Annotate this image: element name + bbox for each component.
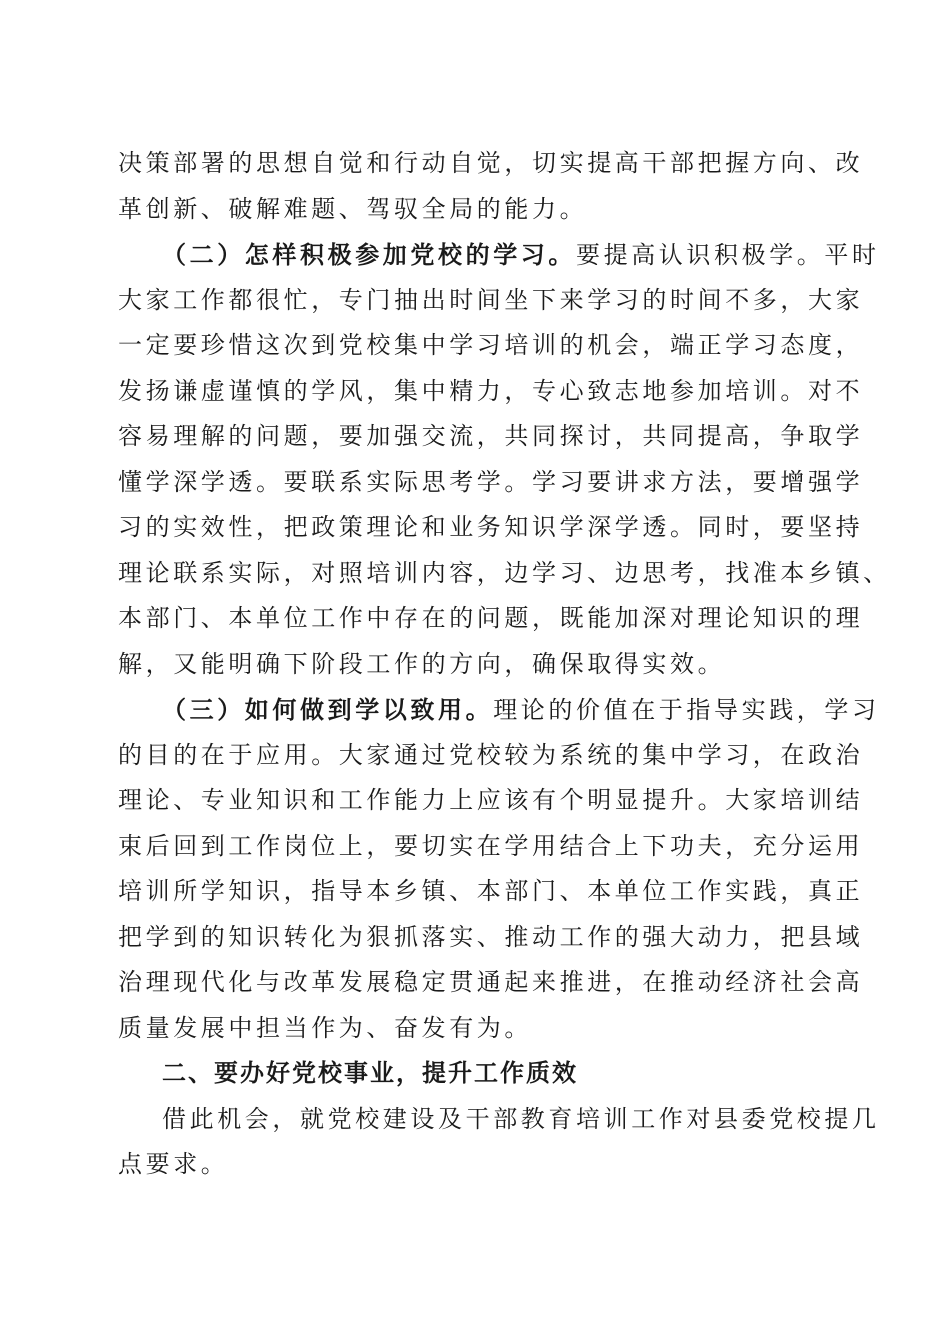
text-line: 借此机会，就党校建设及干部教育培训工作对县委党校提几 xyxy=(162,1104,880,1133)
subsection-heading: （三）如何做到学以致用。 xyxy=(162,695,494,724)
text-line: 理论联系实际，对照培训内容，边学习、边思考，找准本乡镇、 xyxy=(118,558,891,587)
text-line: 发扬谦虚谨慎的学风，集中精力，专心致志地参加培训。对不 xyxy=(118,376,864,405)
text-line: 质量发展中担当作为、奋发有为。 xyxy=(118,1013,532,1042)
document-page xyxy=(118,141,891,1188)
text-line: 把学到的知识转化为狠抓落实、推动工作的强大动力，把县域 xyxy=(118,922,864,951)
text-span: 要提高认识积极学。平时 xyxy=(576,241,880,269)
text-line: 的目的在于应用。大家通过党校较为系统的集中学习，在政治 xyxy=(118,740,864,769)
text-line: 理论、专业知识和工作能力上应该有个明显提升。大家培训结 xyxy=(118,786,864,814)
text-line: 本部门、本单位工作中存在的问题，既能加深对理论知识的理 xyxy=(118,604,864,632)
text-line: 束后回到工作岗位上，要切实在学用结合上下功夫，充分运用 xyxy=(118,831,864,860)
text-line: 大家工作都很忙，专门抽出时间坐下来学习的时间不多，大家 xyxy=(118,285,864,314)
text-line: 一定要珍惜这次到党校集中学习培训的机会，端正学习态度， xyxy=(118,331,864,359)
text-line: 点要求。 xyxy=(118,1150,229,1178)
text-line: 习的实效性，把政策理论和业务知识学深学透。同时，要坚持 xyxy=(118,513,864,541)
text-line: 懂学深学透。要联系实际思考学。学习要讲求方法，要增强学 xyxy=(118,467,864,496)
paragraph-2-first-line xyxy=(118,232,880,278)
text-line: 治理现代化与改革发展稳定贯通起来推进，在推动经济社会高 xyxy=(118,968,864,996)
text-line: 解，又能明确下阶段工作的方向，确保取得实效。 xyxy=(118,649,726,678)
paragraph-3-first-line xyxy=(118,687,880,733)
section-heading: 二、要办好党校事业，提升工作质效 xyxy=(162,1059,578,1087)
text-line: 容易理解的问题，要加强交流，共同探讨，共同提高，争取学 xyxy=(118,422,864,450)
text-line: 培训所学知识，指导本乡镇、本部门、本单位工作实践，真正 xyxy=(118,877,864,905)
subsection-heading: （二）怎样积极参加党校的学习。 xyxy=(162,240,576,269)
text-line: 决策部署的思想自觉和行动自觉，切实提高干部把握方向、改 xyxy=(118,149,864,177)
text-line: 革创新、破解难题、驾驭全局的能力。 xyxy=(118,194,588,223)
text-span: 理论的价值在于指导实践，学习 xyxy=(493,696,880,724)
